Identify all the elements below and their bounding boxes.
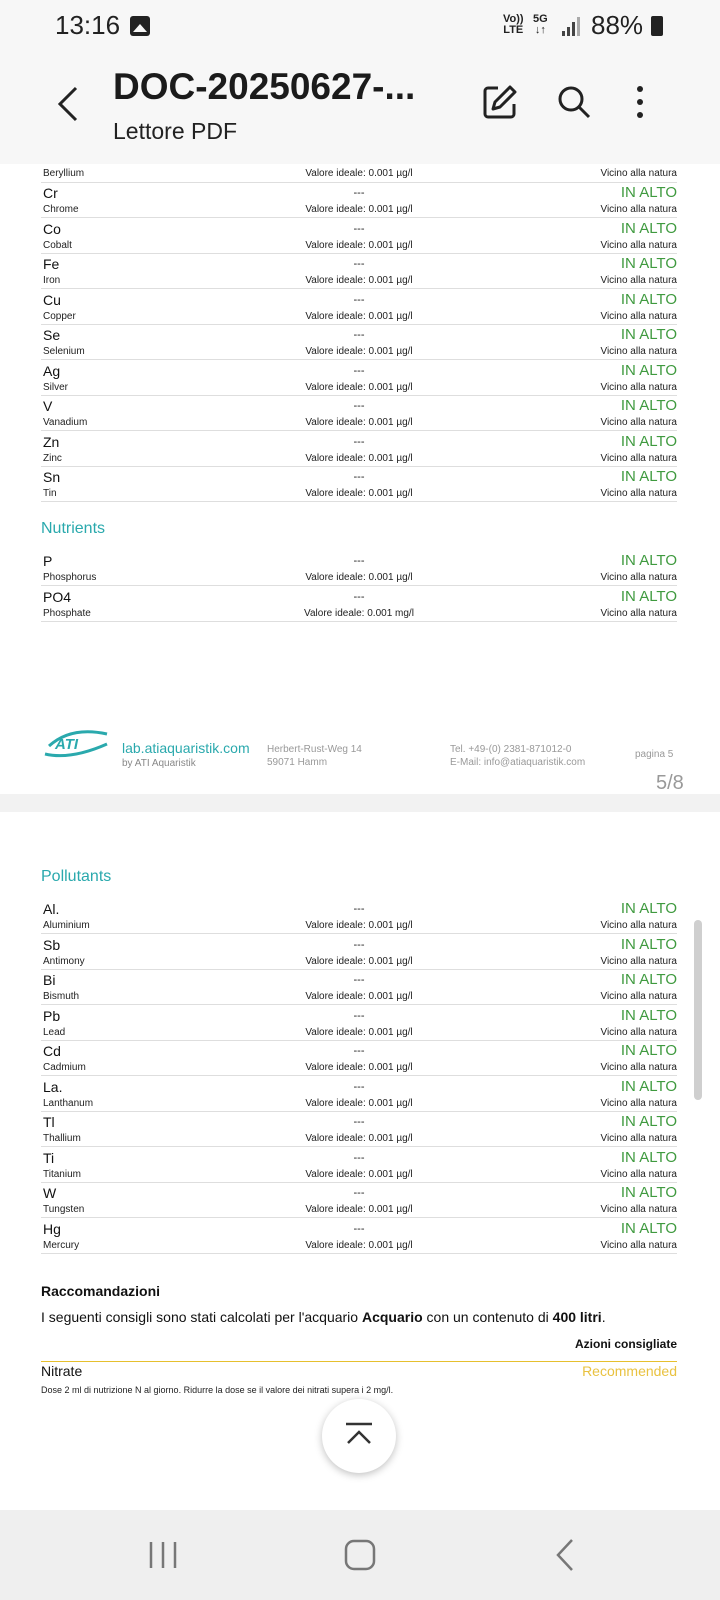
ideal-value: Valore ideale: 0.001 µg/l	[305, 239, 413, 251]
status-subtext: Vicino alla natura	[600, 1097, 677, 1109]
status-label: IN ALTO	[620, 1113, 677, 1130]
home-icon[interactable]	[337, 1532, 383, 1578]
element-name: Selenium	[43, 346, 85, 357]
status-label: IN ALTO	[620, 326, 677, 343]
ideal-value: Valore ideale: 0.001 µg/l	[305, 1133, 413, 1144]
status-subtext: Vicino alla natura	[600, 1239, 677, 1251]
element-name: Thallium	[43, 1133, 81, 1144]
element-name: Antimony	[43, 955, 85, 967]
recommendation-item-status: Recommended	[582, 1363, 677, 1379]
status-label: IN ALTO	[620, 432, 677, 450]
measured-value: ---	[353, 329, 365, 341]
element-symbol: Sn	[43, 469, 61, 485]
status-label: IN ALTO	[620, 184, 677, 201]
status-subtext: Vicino alla natura	[600, 920, 677, 931]
measured-value: ---	[353, 1151, 365, 1164]
ideal-value: Valore ideale: 0.001 µg/l	[305, 452, 413, 464]
ideal-value: Valore ideale: 0.001 µg/l	[305, 275, 413, 286]
footer-by: by ATI Aquaristik	[122, 758, 196, 769]
element-name: Vanadium	[43, 417, 88, 428]
table-row	[41, 551, 677, 586]
element-name: Cobalt	[43, 239, 72, 251]
table-row	[41, 1006, 677, 1041]
element-name: Lanthanum	[43, 1097, 94, 1109]
measured-value: ---	[353, 435, 365, 448]
element-name: Copper	[43, 310, 76, 322]
status-label: IN ALTO	[620, 468, 677, 485]
actions-header: Azioni consigliate	[574, 1337, 677, 1351]
status-label: IN ALTO	[620, 900, 677, 917]
table-row	[41, 899, 677, 934]
table-row	[41, 1041, 677, 1076]
system-nav-bar	[0, 1510, 720, 1600]
table-row	[41, 219, 677, 254]
status-label: IN ALTO	[620, 290, 677, 308]
status-subtext: Vicino alla natura	[600, 1204, 677, 1215]
status-subtext: Vicino alla natura	[600, 1062, 677, 1073]
measured-value: ---	[353, 364, 365, 377]
table-row	[41, 1219, 677, 1254]
status-subtext: Vicino alla natura	[600, 417, 677, 428]
recommendation-item-detail: Dose 2 ml di nutrizione N al giorno. Ridurre la dose se il valore dei nitrati supera i 2 mg/l.	[41, 1385, 394, 1395]
element-name: Chrome	[43, 204, 79, 215]
table-row	[41, 361, 677, 396]
element-symbol: Fe	[43, 256, 60, 272]
section-title-pollutants: Pollutants	[41, 868, 112, 885]
element-name: Lead	[43, 1026, 66, 1038]
table-row	[41, 325, 677, 360]
table-row	[41, 1148, 677, 1183]
element-name: Aluminium	[43, 920, 90, 931]
measured-value: ---	[353, 293, 365, 306]
status-label: IN ALTO	[620, 971, 677, 988]
ideal-value: Valore ideale: 0.001 µg/l	[305, 991, 413, 1002]
status-subtext: Vicino alla natura	[600, 204, 677, 215]
measured-value: ---	[353, 222, 365, 235]
back-arrow-icon[interactable]	[50, 84, 90, 124]
recommendation-item-name: Nitrate	[41, 1363, 83, 1379]
status-label: IN ALTO	[620, 587, 677, 605]
element-symbol: Ti	[43, 1149, 55, 1166]
status-subtext: Vicino alla natura	[600, 1026, 677, 1038]
element-symbol: V	[43, 398, 53, 414]
nav-back-icon[interactable]	[544, 1532, 590, 1578]
element-symbol: Hg	[43, 1220, 61, 1237]
scrollbar[interactable]	[694, 920, 702, 1100]
app-subtitle: Lettore PDF	[113, 118, 237, 144]
status-label: IN ALTO	[620, 1148, 677, 1166]
ideal-value: Valore ideale: 0.001 µg/l	[305, 1239, 413, 1251]
status-subtext: Vicino alla natura	[600, 1133, 677, 1144]
scroll-to-top-icon	[344, 1421, 374, 1451]
status-subtext: Vicino alla natura	[600, 607, 677, 619]
element-name: Bismuth	[43, 991, 80, 1002]
table-row	[41, 254, 677, 289]
element-name: Phosphorus	[43, 572, 97, 583]
status-label: IN ALTO	[620, 1006, 677, 1024]
measured-value: ---	[353, 187, 365, 199]
ideal-value: Valore ideale: 0.001 µg/l	[305, 1168, 413, 1180]
element-symbol: W	[43, 1185, 57, 1201]
element-name: Tungsten	[43, 1204, 85, 1215]
table-row: Beryllium Valore ideale: 0.001 µg/l Vicino alla natura	[41, 164, 677, 183]
status-label: IN ALTO	[620, 361, 677, 379]
status-subtext: Vicino alla natura	[600, 955, 677, 967]
status-label: IN ALTO	[620, 935, 677, 953]
measured-value: ---	[353, 1045, 365, 1057]
ideal-value: Valore ideale: 0.001 µg/l	[305, 310, 413, 322]
element-symbol: P	[43, 553, 53, 569]
table-row	[41, 396, 677, 431]
element-symbol: Co	[43, 220, 61, 237]
measured-value: ---	[353, 1116, 365, 1128]
divider	[41, 1361, 677, 1362]
signal-icon	[562, 16, 582, 36]
edit-icon[interactable]	[480, 82, 520, 122]
ideal-value: Valore ideale: 0.001 µg/l	[305, 955, 413, 967]
measured-value: ---	[353, 1080, 365, 1093]
measured-value: ---	[353, 938, 365, 951]
ati-logo-icon	[41, 724, 111, 760]
scroll-to-top-button[interactable]	[322, 1399, 396, 1473]
ideal-value: Valore ideale: 0.001 µg/l	[305, 346, 413, 357]
app-bar	[0, 52, 720, 164]
ideal-value: Valore ideale: 0.001 µg/l	[305, 920, 413, 931]
status-label: IN ALTO	[620, 1077, 677, 1095]
measured-value: ---	[353, 1009, 365, 1022]
element-symbol: PO4	[43, 588, 72, 605]
element-symbol: Se	[43, 327, 61, 343]
status-label: IN ALTO	[620, 1042, 677, 1059]
element-symbol: Tl	[43, 1114, 55, 1130]
table-row	[41, 432, 677, 467]
recents-icon[interactable]	[140, 1532, 186, 1578]
section-title-nutrients: Nutrients	[41, 520, 106, 537]
element-symbol: Cd	[43, 1043, 61, 1059]
status-subtext: Vicino alla natura	[600, 1168, 677, 1180]
status-subtext: Vicino alla natura	[600, 991, 677, 1002]
measured-value: ---	[353, 400, 365, 412]
element-name: Mercury	[43, 1239, 80, 1251]
svg-text:ATI: ATI	[55, 736, 79, 753]
element-symbol: Sb	[43, 936, 61, 953]
ideal-value: Valore ideale: 0.001 µg/l	[305, 488, 413, 499]
measured-value: ---	[353, 258, 365, 270]
status-label: IN ALTO	[620, 552, 677, 569]
table-row	[41, 587, 677, 622]
table-row	[41, 290, 677, 325]
element-name: Phosphate	[43, 607, 91, 619]
status-label: IN ALTO	[620, 397, 677, 414]
table-row	[41, 467, 677, 502]
element-name: Titanium	[43, 1168, 81, 1180]
ideal-value: Valore ideale: 0.001 µg/l	[305, 381, 413, 393]
measured-value: ---	[353, 1187, 365, 1199]
footer-site: lab.atiaquaristik.com	[122, 740, 250, 756]
ideal-value: Valore ideale: 0.001 µg/l	[305, 572, 413, 583]
element-symbol: Ag	[43, 362, 61, 379]
status-subtext: Vicino alla natura	[600, 572, 677, 583]
measured-value: ---	[353, 903, 365, 915]
element-symbol: Bi	[43, 972, 56, 988]
gallery-notification-icon	[130, 16, 150, 36]
ideal-value: Valore ideale: 0.001 µg/l	[305, 1204, 413, 1215]
ideal-value: Valore ideale: 0.001 µg/l	[305, 1097, 413, 1109]
measured-value: ---	[353, 974, 365, 986]
5g-indicator: 5G ↓↑	[533, 13, 548, 36]
element-name: Cadmium	[43, 1062, 86, 1073]
status-subtext: Vicino alla natura	[600, 452, 677, 464]
battery-icon	[651, 16, 663, 36]
footer-contact: Tel. +49-(0) 2381-871012-0 E-Mail: info@atiaquaristik.com	[450, 744, 586, 768]
volte-lte-indicator: Vo)) LTE	[503, 13, 524, 36]
element-symbol: Cr	[43, 185, 58, 201]
status-subtext: Vicino alla natura	[600, 239, 677, 251]
battery-percent: 88%	[591, 10, 644, 40]
status-subtext: Vicino alla natura	[600, 381, 677, 393]
table-row	[41, 1183, 677, 1218]
table-row	[41, 935, 677, 970]
table-row	[41, 970, 677, 1005]
element-name: Tin	[43, 488, 57, 499]
element-symbol: Zn	[43, 433, 60, 450]
element-symbol: Al.	[43, 901, 60, 917]
measured-value: ---	[353, 590, 365, 603]
footer-address: Herbert-Rust-Weg 14 59071 Hamm	[267, 744, 362, 768]
element-symbol: Pb	[43, 1007, 61, 1024]
recommendations-text: I seguenti consigli sono stati calcolati per l'acquario Acquario con un contenuto di 400 litri.	[41, 1309, 606, 1325]
table-row	[41, 1112, 677, 1147]
more-vert-icon[interactable]	[620, 82, 660, 122]
ideal-value: Valore ideale: 0.001 µg/l	[305, 1062, 413, 1073]
status-time: 13:16	[55, 10, 121, 40]
status-label: IN ALTO	[620, 219, 677, 237]
element-name: Iron	[43, 275, 61, 286]
ideal-value: Valore ideale: 0.001 µg/l	[305, 1026, 413, 1038]
recommendations-title: Raccomandazioni	[41, 1283, 161, 1299]
search-icon[interactable]	[554, 82, 594, 122]
table-row	[41, 1077, 677, 1112]
status-subtext: Vicino alla natura	[600, 488, 677, 499]
measured-value: ---	[353, 1222, 365, 1235]
status-label: IN ALTO	[620, 255, 677, 272]
measured-value: ---	[353, 471, 365, 483]
status-bar	[0, 0, 720, 52]
status-label: IN ALTO	[620, 1184, 677, 1201]
table-row	[41, 183, 677, 218]
status-subtext: Vicino alla natura	[600, 310, 677, 322]
ideal-value: Valore ideale: 0.001 µg/l	[305, 417, 413, 428]
element-name: Silver	[43, 381, 69, 393]
measured-value: ---	[353, 555, 365, 567]
document-title: DOC-20250627-...	[113, 66, 416, 107]
footer-page-number: pagina 5	[635, 749, 674, 760]
element-symbol: La.	[43, 1078, 63, 1095]
page-counter: 5/8	[656, 772, 684, 794]
ideal-value: Valore ideale: 0.001 µg/l	[305, 204, 413, 215]
ideal-value: Valore ideale: 0.001 mg/l	[304, 607, 414, 619]
element-symbol: Cu	[43, 291, 61, 308]
status-subtext: Vicino alla natura	[600, 275, 677, 286]
status-subtext: Vicino alla natura	[600, 346, 677, 357]
status-label: IN ALTO	[620, 1219, 677, 1237]
element-name: Zinc	[43, 452, 62, 464]
